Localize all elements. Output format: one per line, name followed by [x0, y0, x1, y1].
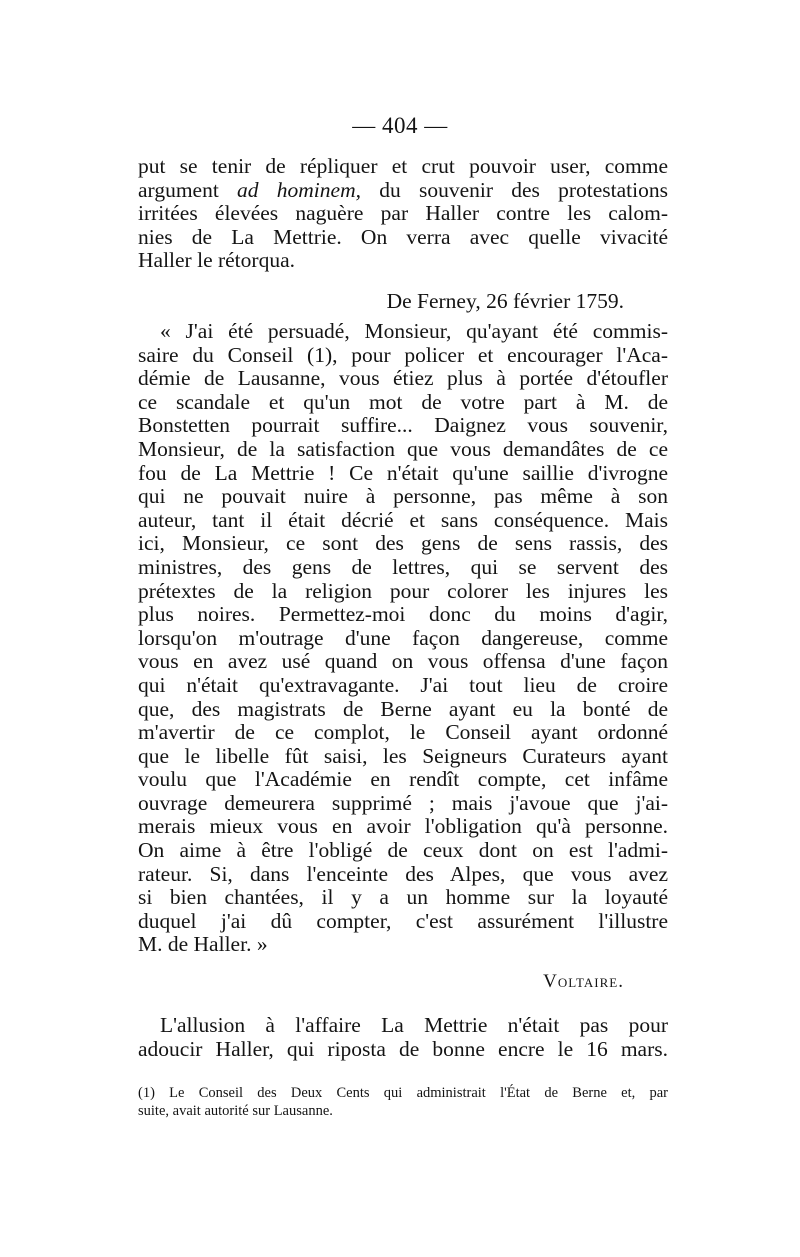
text-line: adoucir Haller, qui riposta de bonne encre le 16 mars.: [138, 1036, 668, 1061]
text-line: qui ne pouvait nuire à personne, pas même à son: [138, 484, 668, 509]
letter-dateline: De Ferney, 26 février 1759.: [386, 289, 624, 313]
letter-signature: Voltaire.: [543, 971, 624, 992]
text-line: Bonstetten pourrait suffire... Daignez vous souvenir,: [138, 413, 668, 438]
text-line: M. de Haller. »: [138, 932, 268, 957]
footnote-line: (1) Le Conseil des Deux Cents qui administrait l'État de Berne et, par: [138, 1085, 668, 1101]
text-line: nies de La Mettrie. On verra avec quelle vivacité: [138, 224, 668, 249]
text-line: put se tenir de répliquer et crut pouvoir user, comme: [138, 154, 668, 178]
text-line: fou de La Mettrie ! Ce n'était qu'une saillie d'ivrogne: [138, 460, 668, 485]
text-line: rateur. Si, dans l'enceinte des Alpes, que vous avez: [138, 861, 668, 886]
text-line: m'avertir de ce complot, le Conseil ayant ordonné: [138, 720, 668, 745]
latin-phrase: ad hominem,: [237, 177, 361, 202]
text-line: saire du Conseil (1), pour policer et encourager l'Aca-: [138, 342, 668, 367]
text-line: que le libelle fût saisi, les Seigneurs Curateurs ayant: [138, 743, 668, 768]
text-line: si bien chantées, il y a un homme sur la loyauté: [138, 885, 668, 910]
text-line: ministres, des gens de lettres, qui se servent des: [138, 554, 668, 579]
text-line: ouvrage demeurera supprimé ; mais j'avoue que j'ai-: [138, 790, 668, 815]
text-line: Monsieur, de la satisfaction que vous demandâtes de ce: [138, 436, 668, 461]
closing-paragraph: [138, 1014, 668, 1061]
text-line: que, des magistrats de Berne ayant eu la bonté de: [138, 696, 668, 721]
footnote: [138, 1084, 668, 1120]
text-line: Haller le rétorqua.: [138, 248, 295, 273]
text-line: qui n'était qu'extravagante. J'ai tout lieu de croire: [138, 672, 668, 697]
text-line: irritées élevées naguère par Haller contre les calom-: [138, 201, 668, 226]
text-line: On aime à être l'obligé de ceux dont on est l'admi-: [138, 838, 668, 863]
text-line: prétextes de la religion pour colorer les injures les: [138, 578, 668, 603]
text-line: merais mieux vous en avoir l'obligation qu'à personne.: [138, 814, 668, 839]
text-line: ici, Monsieur, ce sont des gens de sens rassis, des: [138, 531, 668, 556]
text-fragment: argument: [138, 177, 219, 202]
text-line: duquel j'ai dû compter, c'est assurément l'illustre: [138, 908, 668, 933]
text-line: plus noires. Permettez-moi donc du moins d'agir,: [138, 602, 668, 627]
letter-body: [138, 320, 668, 957]
text-line: ce scandale et qu'un mot de votre part à M. de: [138, 389, 668, 414]
text-line: auteur, tant il était décrié et sans conséquence. Mais: [138, 507, 668, 532]
text-line: [138, 179, 668, 203]
text-line: voulu que l'Académie en rendît compte, cet infâme: [138, 767, 668, 792]
text-line: lorsqu'on m'outrage d'une façon dangereuse, comme: [138, 625, 668, 650]
footnote-line: suite, avait autorité sur Lausanne.: [138, 1103, 333, 1119]
text-line: démie de Lausanne, vous étiez plus à portée d'étoufler: [138, 366, 668, 391]
page-number: — 404 —: [352, 113, 448, 138]
text-line: vous en avez usé quand on vous offensa d'une façon: [138, 649, 668, 674]
text-fragment: du souvenir des protestations: [379, 177, 668, 202]
text-line: L'allusion à l'affaire La Mettrie n'était pas pour: [160, 1013, 668, 1037]
text-line: « J'ai été persuadé, Monsieur, qu'ayant été commis-: [160, 319, 668, 343]
intro-paragraph: [138, 155, 668, 273]
